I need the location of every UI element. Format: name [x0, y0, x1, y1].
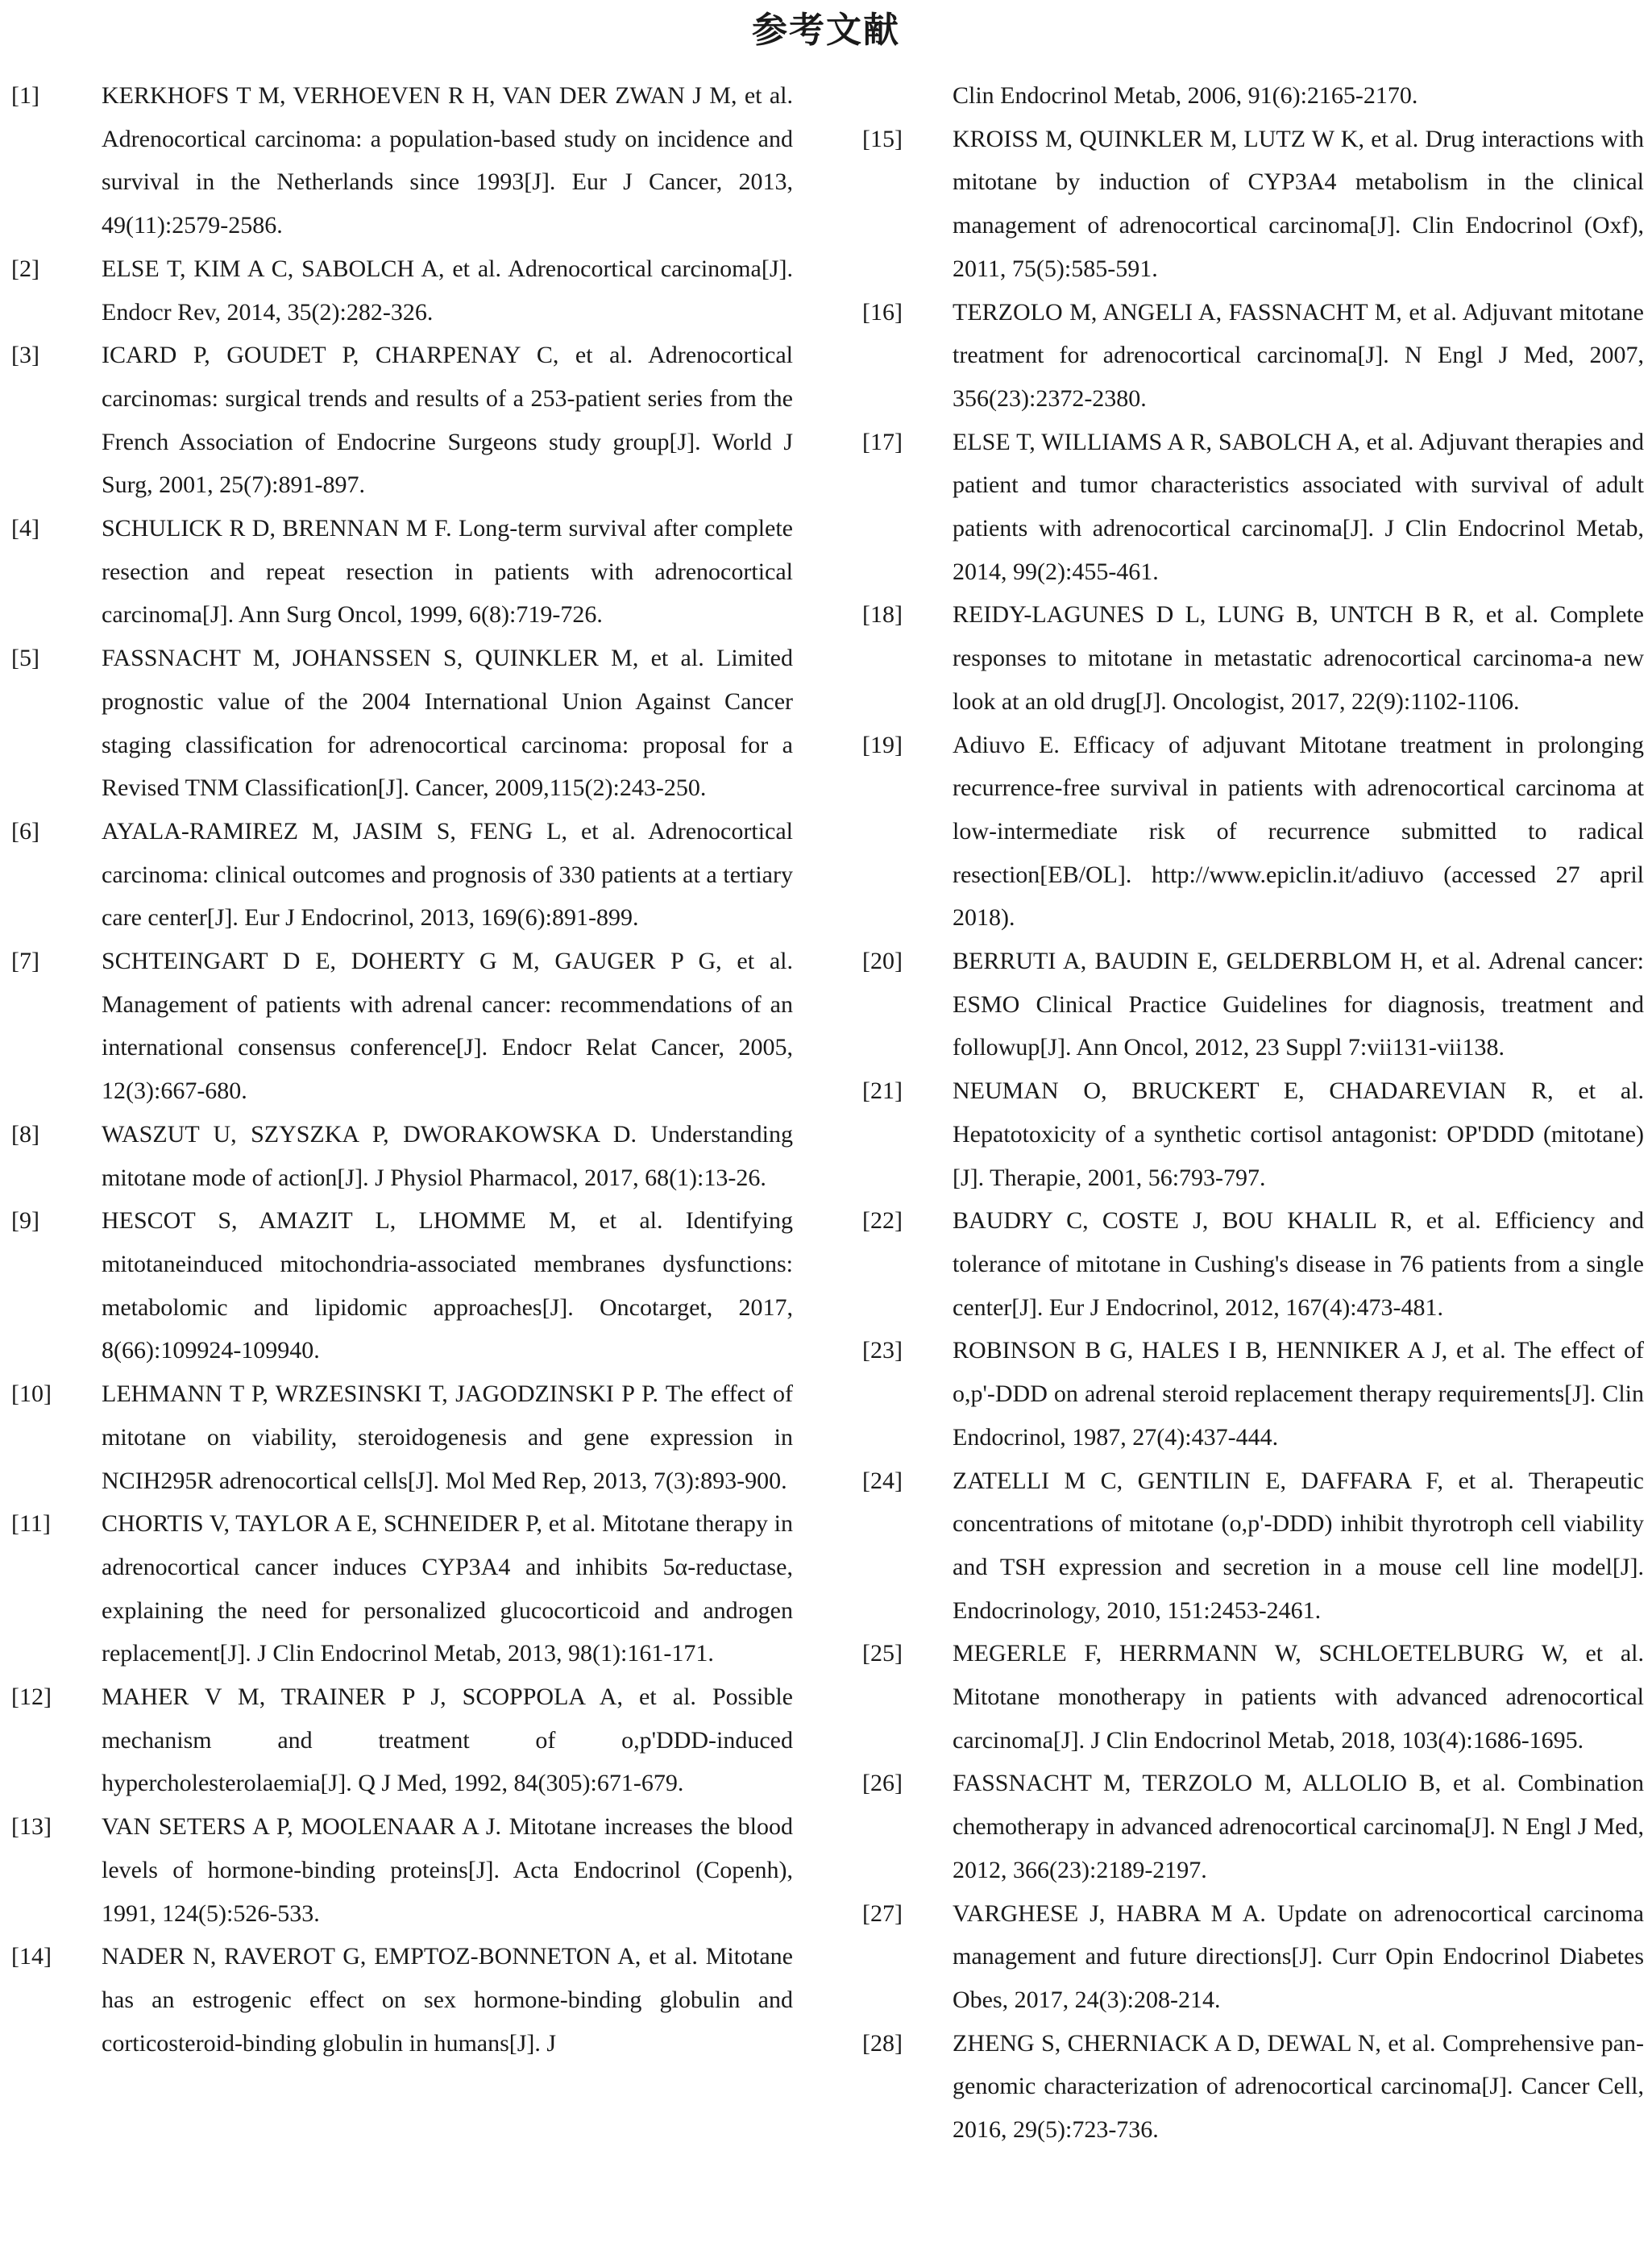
reference-text: KROISS M, QUINKLER M, LUTZ W K, et al. Drug interactions with mitotane by induction of CYP3A4 metabolism in the clinical management of adrenocortical carcinoma[J]. Clin Endocrinol (Oxf), 2011, 75(5):585-591.: [953, 125, 1644, 282]
reference-text: NEUMAN O, BRUCKERT E, CHADAREVIAN R, et al. Hepatotoxicity of a synthetic cortisol antagonist: OP'DDD (mitotane)[J]. Therapie, 2001, 56:793-797.: [953, 1077, 1644, 1191]
reference-number: [20]: [862, 948, 903, 975]
reference-text: ICARD P, GOUDET P, CHARPENAY C, et al. Adrenocortical carcinomas: surgical trends and results of a 253-patient series from the French Association of Endocrine Surgeons study group[J]. World J Surg, 2001, 25(7):891-897.: [102, 342, 793, 499]
reference-item: [11, 637, 793, 810]
reference-item: [11, 1935, 793, 2065]
reference-continuation: Clin Endocrinol Metab, 2006, 91(6):2165-2170.: [953, 82, 1418, 109]
reference-text: BERRUTI A, BAUDIN E, GELDERBLOM H, et al. Adrenal cancer: ESMO Clinical Practice Guidelines for diagnosis, treatment and followup[J]. Ann Oncol, 2012, 23 Suppl 7:vii131-vii138.: [953, 948, 1644, 1061]
reference-item: [11, 507, 793, 637]
reference-item: [11, 1502, 793, 1675]
reference-item: [862, 1199, 1644, 1329]
reference-text: ZHENG S, CHERNIACK A D, DEWAL N, et al. Comprehensive pan-genomic characterization of adrenocortical carcinoma[J]. Cancer Cell, 2016, 29(5):723-736.: [953, 2029, 1644, 2144]
reference-item: [11, 334, 793, 507]
reference-text: LEHMANN T P, WRZESINSKI T, JAGODZINSKI P P. The effect of mitotane on viability, steroidogenesis and gene expression in NCIH295R adrenocortical cells[J]. Mol Med Rep, 2013, 7(3):893-900.: [102, 1380, 793, 1494]
reference-text: ROBINSON B G, HALES I B, HENNIKER A J, et al. The effect of o,p'-DDD on adrenal steroid replacement therapy requirements[J]. Clin Endocrinol, 1987, 27(4):437-444.: [953, 1337, 1644, 1451]
reference-text: VARGHESE J, HABRA M A. Update on adrenocortical carcinoma management and future directions[J]. Curr Opin Endocrinol Diabetes Obes, 2017, 24(3):208-214.: [953, 1899, 1644, 2013]
reference-text: BAUDRY C, COSTE J, BOU KHALIL R, et al. Efficiency and tolerance of mitotane in Cushing's disease in 76 patients from a single center[J]. Eur J Endocrinol, 2012, 167(4):473-481.: [953, 1207, 1644, 1321]
reference-item: [11, 1372, 793, 1502]
reference-text: TERZOLO M, ANGELI A, FASSNACHT M, et al. Adjuvant mitotane treatment for adrenocortical carcinoma[J]. N Engl J Med, 2007, 356(23):2372-2380.: [953, 298, 1644, 412]
reference-text: Adiuvo E. Efficacy of adjuvant Mitotane treatment in prolonging recurrence-free survival in patients with adrenocortical carcinoma at low-intermediate risk of recurrence submitted to radical resection[EB/OL]. http://www.epiclin.it/adiuvo (accessed 27 april 2018).: [953, 731, 1644, 932]
reference-item: [862, 1892, 1644, 2022]
reference-list-left-column: [11, 74, 793, 2065]
reference-item: [862, 1632, 1644, 1762]
reference-number: [3]: [11, 342, 39, 369]
reference-number: [7]: [11, 948, 39, 975]
reference-number: [5]: [11, 645, 39, 672]
reference-text: SCHTEINGART D E, DOHERTY G M, GAUGER P G, et al. Management of patients with adrenal cancer: recommendations of an international consensus conference[J]. Endocr Relat Cancer, 2005, 12(3):667-680.: [102, 948, 793, 1105]
reference-number: [4]: [11, 515, 39, 542]
reference-number: [21]: [862, 1077, 903, 1105]
reference-item: [862, 1069, 1644, 1199]
reference-text: FASSNACHT M, JOHANSSEN S, QUINKLER M, et al. Limited prognostic value of the 2004 International Union Against Cancer staging classification for adrenocortical carcinoma: proposal for a Revised TNM Classification[J]. Cancer, 2009,115(2):243-250.: [102, 645, 793, 802]
reference-item: [11, 1199, 793, 1372]
reference-number: [14]: [11, 1943, 52, 1970]
reference-item: [11, 1113, 793, 1199]
reference-item: [11, 940, 793, 1113]
reference-text: HESCOT S, AMAZIT L, LHOMME M, et al. Identifying mitotaneinduced mitochondria-associated membranes dysfunctions: metabolomic and lipidomic approaches[J]. Oncotarget, 2017, 8(66):109924-109940.: [102, 1207, 793, 1364]
reference-text: ELSE T, WILLIAMS A R, SABOLCH A, et al. Adjuvant therapies and patient and tumor characteristics associated with survival of adult patients with adrenocortical carcinoma[J]. J Clin Endocrinol Metab, 2014, 99(2):455-461.: [953, 428, 1644, 585]
reference-number: [16]: [862, 298, 903, 326]
reference-text: REIDY-LAGUNES D L, LUNG B, UNTCH B R, et al. Complete responses to mitotane in metastatic adrenocortical carcinoma-a new look at an old drug[J]. Oncologist, 2017, 22(9):1102-1106.: [953, 601, 1644, 715]
reference-item: [11, 247, 793, 334]
reference-item: [862, 1459, 1644, 1633]
reference-item: [862, 118, 1644, 291]
reference-item: [862, 1762, 1644, 1891]
reference-number: [18]: [862, 601, 903, 629]
reference-number: [6]: [11, 817, 39, 845]
reference-item: [11, 1805, 793, 1935]
reference-list-right-column: [862, 74, 1644, 2152]
reference-number: [13]: [11, 1813, 52, 1841]
reference-number: [8]: [11, 1120, 39, 1148]
reference-text: CHORTIS V, TAYLOR A E, SCHNEIDER P, et al. Mitotane therapy in adrenocortical cancer induces CYP3A4 and inhibits 5α-reductase, explaining the need for personalized glucocorticoid and androgen replacement[J]. J Clin Endocrinol Metab, 2013, 98(1):161-171.: [102, 1510, 793, 1667]
reference-text: ELSE T, KIM A C, SABOLCH A, et al. Adrenocortical carcinoma[J]. Endocr Rev, 2014, 35(2):282-326.: [102, 255, 793, 326]
reference-text: ZATELLI M C, GENTILIN E, DAFFARA F, et al. Therapeutic concentrations of mitotane (o,p'-DDD) inhibit thyrotroph cell viability and TSH expression and secretion in a mouse cell line model[J]. Endocrinology, 2010, 151:2453-2461.: [953, 1467, 1644, 1624]
reference-text: SCHULICK R D, BRENNAN M F. Long-term survival after complete resection and repeat resection in patients with adrenocortical carcinoma[J]. Ann Surg Oncol, 1999, 6(8):719-726.: [102, 515, 793, 629]
reference-item: [862, 2022, 1644, 2152]
reference-item: [11, 74, 793, 247]
reference-item: [862, 291, 1644, 421]
reference-item: [862, 1329, 1644, 1459]
reference-text: AYALA-RAMIREZ M, JASIM S, FENG L, et al. Adrenocortical carcinoma: clinical outcomes and prognosis of 330 patients at a tertiary care center[J]. Eur J Endocrinol, 2013, 169(6):891-899.: [102, 817, 793, 932]
reference-number: [28]: [862, 2029, 903, 2057]
reference-item: [11, 810, 793, 940]
reference-number: [15]: [862, 125, 903, 152]
reference-text: FASSNACHT M, TERZOLO M, ALLOLIO B, et al. Combination chemotherapy in advanced adrenocortical carcinoma[J]. N Engl J Med, 2012, 366(23):2189-2197.: [953, 1770, 1644, 1883]
reference-item: [862, 421, 1644, 594]
reference-item: [11, 1675, 793, 1805]
reference-number: [10]: [11, 1380, 52, 1408]
reference-number: [25]: [862, 1640, 903, 1667]
reference-number: [1]: [11, 82, 39, 109]
reference-number: [17]: [862, 428, 903, 455]
page-title: 参考文献: [752, 10, 900, 51]
reference-number: [2]: [11, 255, 39, 282]
reference-item: [862, 940, 1644, 1069]
reference-number: [19]: [862, 731, 903, 758]
reference-number: [9]: [11, 1207, 39, 1235]
reference-number: [26]: [862, 1770, 903, 1797]
reference-number: [24]: [862, 1467, 903, 1494]
reference-number: [27]: [862, 1899, 903, 1927]
reference-text: MAHER V M, TRAINER P J, SCOPPOLA A, et al. Possible mechanism and treatment of o,p'DDD-induced hypercholesterolaemia[J]. Q J Med, 1992, 84(305):671-679.: [102, 1683, 793, 1797]
reference-text: WASZUT U, SZYSZKA P, DWORAKOWSKA D. Understanding mitotane mode of action[J]. J Physiol Pharmacol, 2017, 68(1):13-26.: [102, 1120, 793, 1191]
reference-number: [11]: [11, 1510, 51, 1538]
reference-item: [862, 593, 1644, 723]
reference-number: [23]: [862, 1337, 903, 1364]
reference-text: NADER N, RAVEROT G, EMPTOZ-BONNETON A, et al. Mitotane has an estrogenic effect on sex hormone-binding globulin and corticosteroid-binding globulin in humans[J]. J: [102, 1943, 793, 2057]
reference-text: VAN SETERS A P, MOOLENAAR A J. Mitotane increases the blood levels of hormone-binding proteins[J]. Acta Endocrinol (Copenh), 1991, 124(5):526-533.: [102, 1813, 793, 1927]
reference-number: [12]: [11, 1683, 52, 1711]
reference-number: [22]: [862, 1207, 903, 1235]
reference-text: MEGERLE F, HERRMANN W, SCHLOETELBURG W, et al. Mitotane monotherapy in patients with advanced adrenocortical carcinoma[J]. J Clin Endocrinol Metab, 2018, 103(4):1686-1695.: [953, 1640, 1644, 1754]
reference-text: KERKHOFS T M, VERHOEVEN R H, VAN DER ZWAN J M, et al. Adrenocortical carcinoma: a population-based study on incidence and survival in the Netherlands since 1993[J]. Eur J Cancer, 2013, 49(11):2579-2586.: [102, 82, 793, 239]
reference-item: [862, 724, 1644, 940]
